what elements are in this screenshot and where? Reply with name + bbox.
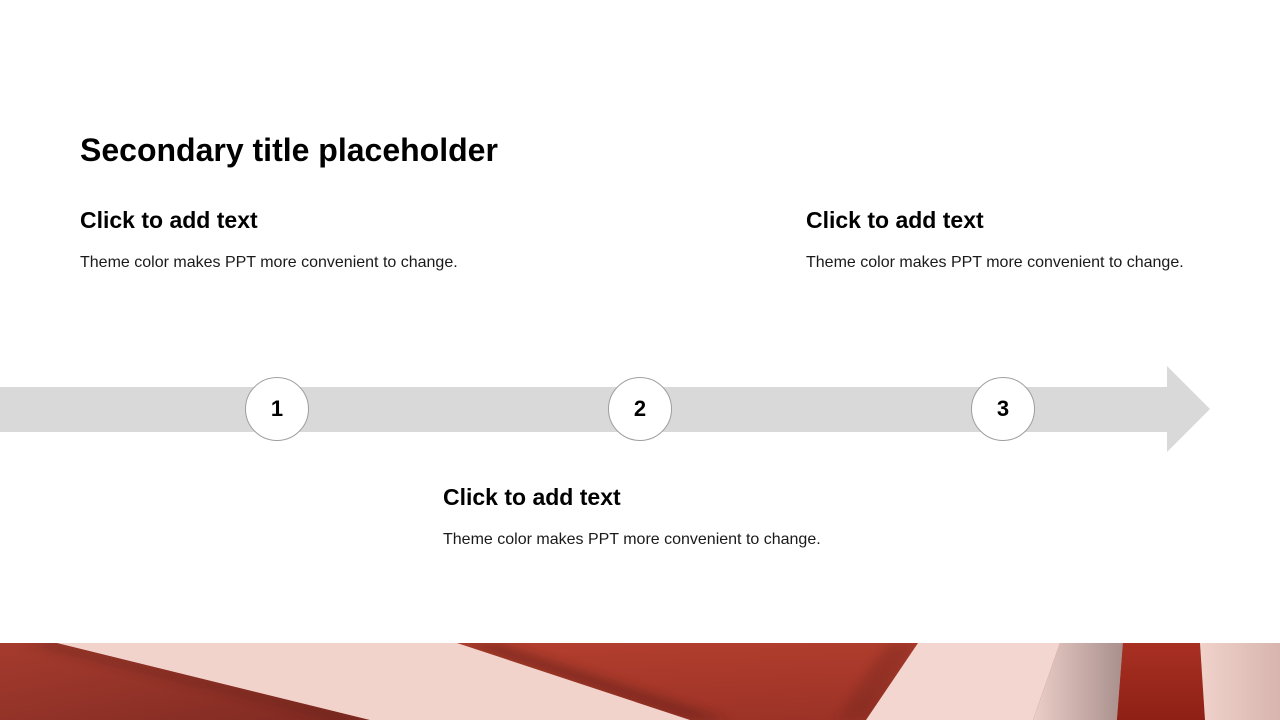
step-circle-1: 1 xyxy=(245,377,309,441)
text-block-bottom-heading[interactable]: Click to add text xyxy=(443,484,621,510)
footer-geometric-art xyxy=(0,643,1280,720)
slide-title-placeholder[interactable]: Secondary title placeholder xyxy=(80,132,498,168)
text-block-left-body[interactable]: Theme color makes PPT more convenient to change. xyxy=(80,254,458,271)
text-block-right-body[interactable]: Theme color makes PPT more convenient to change. xyxy=(806,254,1184,271)
process-arrow-head-icon xyxy=(1167,366,1210,452)
footer-dark-red-band-right xyxy=(1117,643,1205,720)
step-circle-2: 2 xyxy=(608,377,672,441)
text-block-right[interactable] xyxy=(806,206,1206,272)
footer-pink-band-right xyxy=(1200,643,1280,720)
text-block-bottom[interactable] xyxy=(443,483,843,549)
text-block-bottom-body[interactable]: Theme color makes PPT more convenient to change. xyxy=(443,531,821,548)
text-block-left-heading[interactable]: Click to add text xyxy=(80,207,258,233)
text-block-left[interactable] xyxy=(80,206,480,272)
step-circle-3: 3 xyxy=(971,377,1035,441)
text-block-right-heading[interactable]: Click to add text xyxy=(806,207,984,233)
